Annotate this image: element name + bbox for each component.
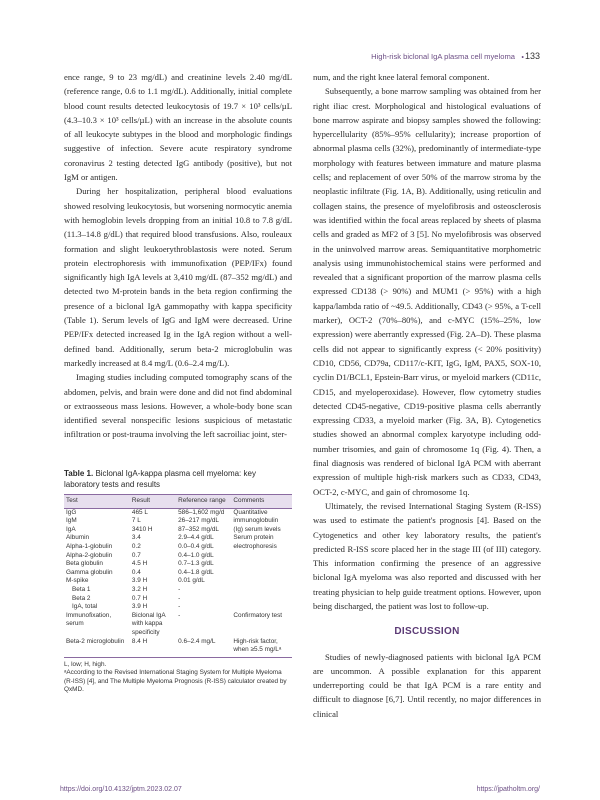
cell-reference: 0.4–1.8 g/dL — [178, 568, 214, 576]
cell-comment: Confirmatory test — [233, 611, 283, 619]
cell-result: 0.7 — [131, 551, 141, 559]
cell-test: Albumin — [66, 534, 90, 542]
right-column — [313, 70, 541, 721]
cell-test: Gamma globulin — [66, 568, 113, 576]
table-row — [64, 534, 292, 543]
cell-result: 3.4 — [131, 534, 141, 542]
section-heading-discussion: DISCUSSION — [394, 626, 460, 638]
cell-reference: 87–352 mg/dL — [178, 525, 219, 533]
paragraph: Ultimately, the revised International Staging System (R-ISS) was used to estimate the patient's prognosis [4]. Based on the Cytogenetics and other key laboratory results, the patient's predicted R-ISS score placed her in the stage III (of III) category. This information confirming the presence of an aggressive biclonal IgA myeloma was also reported and discussed with her treating physician to help guide treatment options. However, upon being discharged, the patient was lost to follow-up. — [313, 500, 541, 611]
cell-comment — [231, 595, 292, 604]
cell-test: M-spike — [66, 577, 89, 585]
cell-result: 465 L — [131, 508, 148, 516]
column-header-reference: Reference range — [176, 495, 231, 509]
cell-comment — [231, 569, 292, 578]
table-row — [64, 586, 292, 595]
cell-test: Alpha-1-globulin — [66, 542, 113, 550]
table-row — [64, 526, 292, 535]
cell-reference: - — [178, 594, 181, 602]
table-row — [64, 577, 292, 586]
table-row — [64, 508, 292, 517]
cell-test: Beta 2 — [72, 594, 91, 602]
cell-reference: 0.01 g/dL — [178, 577, 205, 585]
cell-result: 8.4 H — [130, 638, 176, 658]
table-row — [64, 543, 292, 552]
table-caption — [64, 468, 292, 490]
column-header-result: Result — [130, 495, 176, 509]
cell-reference: 0.6–2.4 mg/L — [176, 638, 231, 658]
table-footnotes — [64, 661, 292, 695]
table-row — [64, 569, 292, 578]
table-row — [64, 552, 292, 561]
cell-comment — [231, 603, 292, 612]
cell-comment: High-risk factor, when ≥5.5 mg/Lᵃ — [231, 638, 292, 658]
table-1 — [64, 468, 292, 695]
table-row — [64, 595, 292, 604]
running-title: High-risk biclonal IgA plasma cell myeloma — [371, 52, 515, 61]
cell-test: Alpha-2-globulin — [66, 551, 113, 559]
paragraph: Studies of newly-diagnosed patients with biclonal IgA PCM are uncommon. A possible explanation for this apparent underreporting could be that IgA PCM is a rare entity and difficult to diagnose [6,7]. Until recently, no major differences in clinical — [313, 651, 541, 719]
cell-test: Beta-2 microglobulin — [64, 638, 130, 658]
cell-reference: - — [178, 603, 181, 611]
paragraph: num, and the right knee lateral femoral component. — [313, 72, 490, 82]
cell-comment: Quantitative — [233, 508, 268, 516]
cell-test: IgM — [66, 517, 77, 525]
cell-comment — [231, 552, 292, 561]
doi-link[interactable]: https://doi.org/10.4132/jptm.2023.02.07 — [60, 786, 182, 793]
cell-reference: 586–1,602 mg/d — [178, 508, 225, 516]
cell-test: IgA, total — [72, 603, 98, 611]
bullet-icon: • — [521, 53, 524, 62]
cell-result: 4.5 H — [131, 560, 148, 568]
table-row — [64, 603, 292, 612]
cell-comment — [231, 560, 292, 569]
cell-comment: electrophoresis — [233, 542, 277, 550]
table-row — [64, 612, 292, 638]
cell-result: 3410 H — [131, 525, 153, 533]
table-caption-label: Table 1. — [64, 469, 94, 478]
table-footnote: L, low; H, high. — [64, 660, 107, 668]
lab-results-table — [64, 494, 292, 658]
cell-result: 7 L — [131, 517, 141, 525]
journal-site-link[interactable]: https://jpatholtm.org/ — [476, 786, 540, 793]
cell-test: Beta globulin — [66, 560, 103, 568]
page-number: 133 — [524, 51, 540, 61]
cell-result: 3.9 H — [131, 603, 148, 611]
cell-reference: - — [178, 611, 181, 619]
cell-result: 3.2 H — [131, 585, 148, 593]
table-row — [64, 517, 292, 526]
table-caption-text: Biclonal IgA-kappa plasma cell myeloma: key laboratory tests and results — [64, 469, 256, 489]
table-header-row — [64, 495, 292, 509]
cell-comment — [231, 586, 292, 595]
cell-test: Immunofixation, serum — [66, 611, 112, 628]
cell-result: 0.2 — [131, 542, 141, 550]
cell-comment: Serum protein — [233, 534, 274, 542]
cell-reference: 26–217 mg/dL — [178, 517, 219, 525]
paragraph: Imaging studies including computed tomography scans of the abdomen, pelvis, and brain were done and did not find abdominal or extraosseous mass lesions. However, a whole-body bone scan identified several nonspecific lesions suspicious of metastatic infiltration or post-trauma involving the left sacroiliac joint, ster- — [64, 372, 292, 440]
cell-test: IgA — [66, 525, 76, 533]
cell-test: IgG — [66, 508, 77, 516]
cell-reference: 0.7–1.3 g/dL — [178, 560, 214, 568]
column-header-comments: Comments — [231, 495, 292, 509]
cell-reference: 0.4–1.0 g/dL — [178, 551, 214, 559]
cell-result: 3.9 H — [131, 577, 148, 585]
cell-reference: - — [178, 585, 181, 593]
cell-reference: 0.0–0.4 g/dL — [178, 542, 214, 550]
cell-reference: 2.9–4.4 g/dL — [178, 534, 214, 542]
cell-test: Beta 1 — [72, 585, 91, 593]
paragraph: During her hospitalization, peripheral blood evaluations showed resolving leukocytosis, but worsening normocytic anemia with hemoglobin levels dropping from an initial 10.8 to 7.8 g/dL (11.3–14.8 g/dL) that required blood transfusions. Also, rouleaux formation and slight leukoerythroblastosis were noted. Serum protein electrophoresis with immunofixation (PEP/IFx) found significantly high IgA levels at 3,410 mg/dL (87–352 mg/dL) and detected two M-protein bands in the beta region confirming the presence of a biclonal IgA gammopathy with kappa specificity (Table 1). Serum levels of IgG and IgM were decreased. Urine PEP/IFx detected increased Ig in the IgA region without a well-defined band. Additionally, serum beta-2 microglobulin was markedly increased at 8.4 mg/L (0.6–2.4 mg/L). — [64, 186, 292, 368]
table-footnote: ᵃAccording to the Revised International Staging System for Multiple Myeloma (R-ISS) [4], and The Multiple Myeloma Prognosis (R-ISS) calculator created by QxMD. — [64, 669, 287, 694]
cell-result: 0.4 — [131, 568, 141, 576]
cell-comment — [231, 577, 292, 586]
column-header-test: Test — [64, 495, 130, 509]
table-row — [64, 638, 292, 658]
paragraph: Subsequently, a bone marrow sampling was obtained from her right iliac crest. Morphological and histological evaluations of bone marrow aspirate and biopsy samples showed the following: hypercellularity (85%–95% cellularity); increase proportion of abnormal plasma cells (32%), predominantly of intermediate-type morphology with features between immature and mature plasma cells; and replacement of over 50% of the marrow stroma by the neoplastic infiltrate (Fig. 1A, B). Additionally, using reticulin and collagen stains, the presence of myelofibrosis and osteosclerosis was identified within the focal areas replaced by sheets of plasma cells and graded as MF2 of 3 [5]. No myelofibrosis was observed in the uninvolved marrow areas. Semiquantitative morphometric analysis using immunohistochemical stains were performed and revealed that a significant proportion of the marrow plasma cells expressed CD138 (> 90%) and MUM1 (> 95%) with a high kappa/lambda ratio of ~49.5. Additionally, CD43 (> 95%, a T-cell marker), OCT-2 (70%–80%), and c-MYC (15%–25%, low expression) were aberrantly expressed (Fig. 2A–D). These plasma cells did not appear to significantly express (< 20% positivity) CD10, CD56, CD79a, CD117/c-KIT, IgG, IgM, PAX5, SOX-10, cyclin D1/BCL1, Epstein-Barr virus, or myeloid markers (CD11c, CD15, and myeloperoxidase). However, flow cytometry studies detected CD45-negative, CD19-positive plasma cells aberrantly expressing CD33, a myeloid marker (Fig. 3A, B). Cytogenetics studies showed an abnormal complex karyotype including odd-number trisomies, and gain of chromosome 1q (Fig. 4). Then, a final diagnosis was rendered of biclonal IgA PCM with aberrant expression of multiple high-risk markers such as CD33, CD43, OCT-2, c-MYC, and gain of chromosome 1q. — [313, 86, 541, 497]
cell-result: Biclonal IgA with kappa specificity — [131, 611, 166, 636]
cell-comment: immunoglobulin — [233, 517, 279, 525]
table-row — [64, 560, 292, 569]
left-column — [64, 70, 292, 442]
running-header — [0, 52, 600, 66]
cell-result: 0.7 H — [131, 594, 148, 602]
paragraph: ence range, 9 to 23 mg/dL) and creatinine levels 2.40 mg/dL (reference range, 0.6 to 1.1 mg/dL). Additionally, initial complete blood count results detected leukocytosis of 19.7 × 10³ cells/µL (4.3–10.3 × 10³ cells/µL) with an increase in the absolute counts of all leukocyte subtypes in the blood and morphologic findings suggestive of infection. Severe acute respiratory syndrome coronavirus 2 testing detected IgG antibody (positive), but not IgM or antigen. — [64, 72, 292, 183]
cell-comment: (Ig) serum levels — [233, 525, 281, 533]
